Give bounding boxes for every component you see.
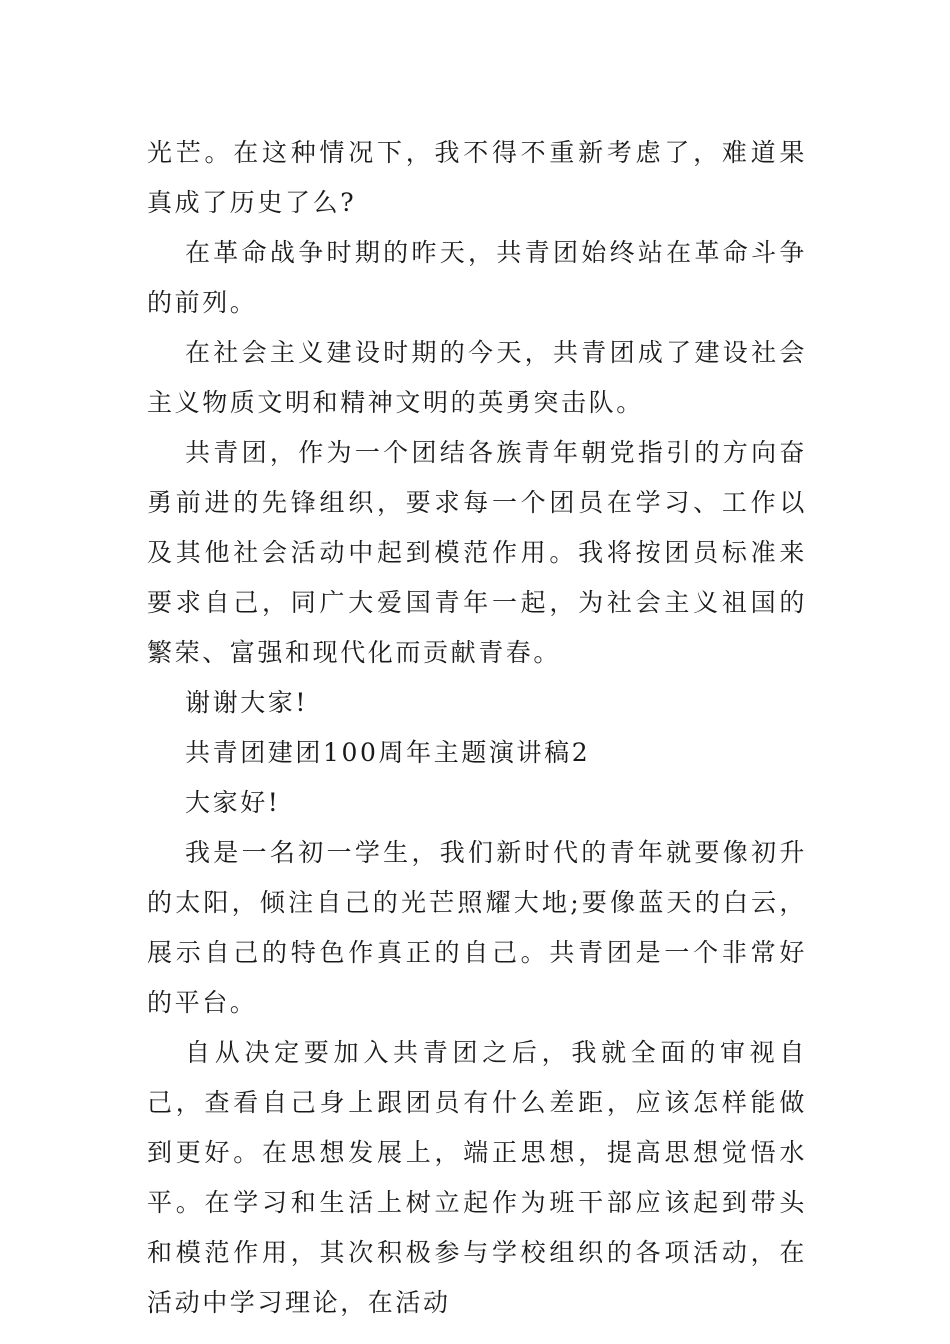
paragraph-greeting: 大家好! bbox=[185, 788, 281, 817]
paragraph-revolution-war: 在革命战争时期的昨天，共青团始终站在革命斗争的前列。 bbox=[147, 238, 807, 317]
paragraph-continuation: 光芒。在这种情况下，我不得不重新考虑了，难道果真成了历史了么? bbox=[147, 138, 807, 217]
paragraph-thanks: 谢谢大家! bbox=[185, 688, 309, 717]
paragraph-socialist-construction: 在社会主义建设时期的今天，共青团成了建设社会主义物质文明和精神文明的英勇突击队。 bbox=[147, 338, 807, 417]
paragraph-student-intro: 我是一名初一学生，我们新时代的青年就要像初升的太阳，倾注自己的光芒照耀大地;要像蓝天的白云，展示自己的特色作真正的自己。共青团是一个非常好的平台。 bbox=[147, 838, 807, 1017]
paragraph-league-role: 共青团，作为一个团结各族青年朝党指引的方向奋勇前进的先锋组织，要求每一个团员在学习、工作以及其他社会活动中起到模范作用。我将按团员标准来要求自己，同广大爱国青年一起，为社会主义祖国的繁荣、富强和现代化而贡献青春。 bbox=[147, 438, 807, 667]
speech-title: 共青团建团100周年主题演讲稿2 bbox=[185, 738, 591, 767]
document-body bbox=[147, 128, 807, 1328]
paragraph-self-review: 自从决定要加入共青团之后，我就全面的审视自己，查看自己身上跟团员有什么差距，应该怎样能做到更好。在思想发展上，端正思想，提高思想觉悟水平。在学习和生活上树立起作为班干部应该起到带头和模范作用，其次积极参与学校组织的各项活动，在活动中学习理论，在活动 bbox=[147, 1038, 807, 1317]
